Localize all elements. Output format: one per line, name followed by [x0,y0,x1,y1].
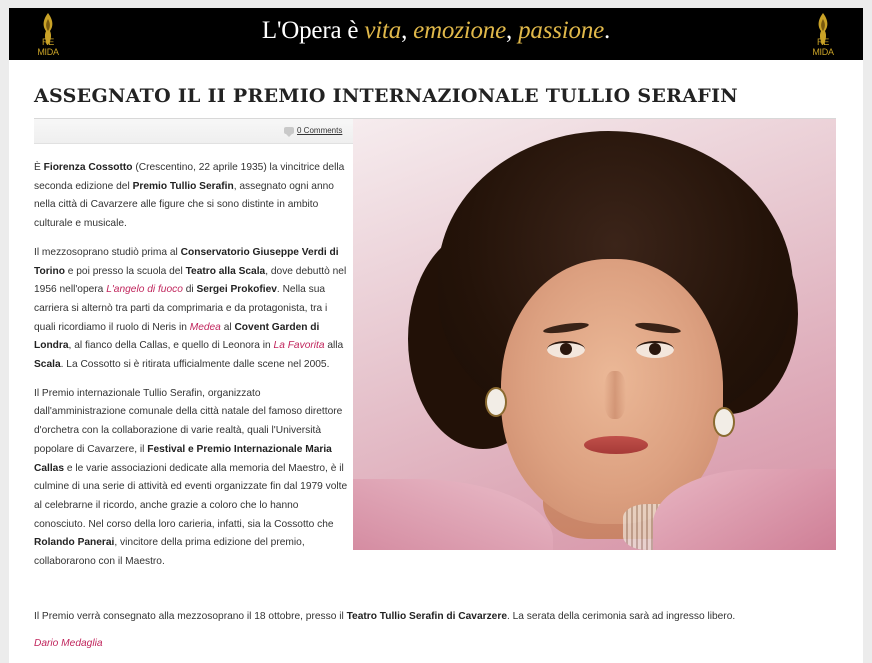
text-run: al [220,321,235,333]
text-run: , assegnato ogni anno nella città di Cavarzere alle figure che si sono distinte in ambito culturale e musicale. [34,180,334,230]
text-run: . Nella sua carriera si alternò tra parti da comprimaria e da protagonista, tra i quali ricordiamo il ruolo di Neris in [34,284,328,333]
text-run: di [182,284,197,296]
banner-slogan [9,17,863,45]
bold-name: Festival e Premio Internazionale Maria Callas [34,443,332,474]
bold-name: Covent Garden di Londra [34,321,320,352]
bold-name: Sergei Prokofiev [196,284,277,296]
bold-name: Premio Tullio Serafin [132,180,234,192]
text-run: alla [324,340,344,352]
slogan-word-passione: passione [518,17,605,44]
opera-title: L'angelo di fuoco [106,284,183,296]
logo-text: RE MIDA [812,37,834,57]
featured-portrait-photo [353,119,836,550]
photo-shape [649,343,661,355]
bold-name: Scala [34,359,61,371]
photo-shape [584,436,648,454]
bold-name: Fiorenza Cossotto [43,162,133,173]
opera-title: La Favorita [273,340,325,352]
article-title[interactable]: ASSEGNATO IL II PREMIO INTERNAZIONALE TULLIO SERAFIN [34,85,738,107]
photo-shape [485,387,507,417]
slogan-separator: , [506,17,519,44]
article-body [34,159,348,582]
slogan-word-emozione: emozione [413,17,506,44]
page [9,8,863,663]
post-meta-bar [34,119,354,144]
slogan-prefix: L'Opera è [261,17,365,44]
header-banner [9,8,863,60]
bold-name: Conservatorio Giuseppe Verdi di Torino [34,246,339,277]
text-run: . La Cossotto si è ritirata ufficialmente dalle scene nel 2005. [60,359,330,371]
article-author: Dario Medaglia [34,638,103,649]
bold-name: Teatro alla Scala [185,265,266,277]
bold-name: Rolando Panerai [34,537,115,549]
slogan-end: . [604,17,611,44]
photo-shape [604,371,626,419]
text-run: . La serata della cerimonia sarà ad ingresso libero. [506,611,736,622]
text-run: È [34,162,44,173]
text-run: e le varie associazioni dedicate alla memoria del Maestro, è il culmine di una serie di attività ed eventi organizzate fin dal 1979 volte al celebrarne il ricordo, anche grazie a coloro che lo hanno conosciuto. Nel corso della loro carieria, infatti, sia la Cossotto che [34,462,348,530]
slogan-word-vita: vita [364,17,402,44]
text-run: (Crescentino, 22 aprile 1935) la vincitrice della seconda edizione del [34,162,345,192]
text-run: e poi presso la scuola del [64,265,186,277]
text-run: Il mezzosoprano studiò prima al [34,246,181,258]
paragraph-1 [34,159,348,234]
text-run: Il Premio internazionale Tullio Serafin, organizzato dall'amministrazione comunale della città natale del famoso direttore d'orchetra con la collaborazione di varie realtà, quali l'Università popolare di Cavarzere, il [34,387,343,455]
photo-shape [353,479,553,550]
opera-title: Medea [189,321,221,333]
text-run: , vincitore della prima edizione del premio, collaborarono con il Maestro. [34,537,305,568]
bold-name: Teatro Tullio Serafin di Cavarzere [346,611,507,622]
comments-link[interactable]: 0 Comments [297,126,343,135]
slogan-separator: , [401,17,414,44]
paragraph-4 [34,608,834,626]
text-run: , al fianco della Callas, e quello di Leonora in [68,340,274,352]
logo-text: RE MIDA [37,37,59,57]
photo-shape [713,407,735,437]
text-run: Il Premio verrà consegnato alla mezzosoprano il 18 ottobre, presso il [34,611,347,622]
comment-bubble-icon [284,127,294,134]
paragraph-2 [34,244,348,375]
text-run: , dove debuttò nel 1956 nell'opera [34,265,347,296]
remida-logo-right[interactable] [806,11,840,57]
paragraph-3 [34,385,348,572]
photo-shape [560,343,572,355]
